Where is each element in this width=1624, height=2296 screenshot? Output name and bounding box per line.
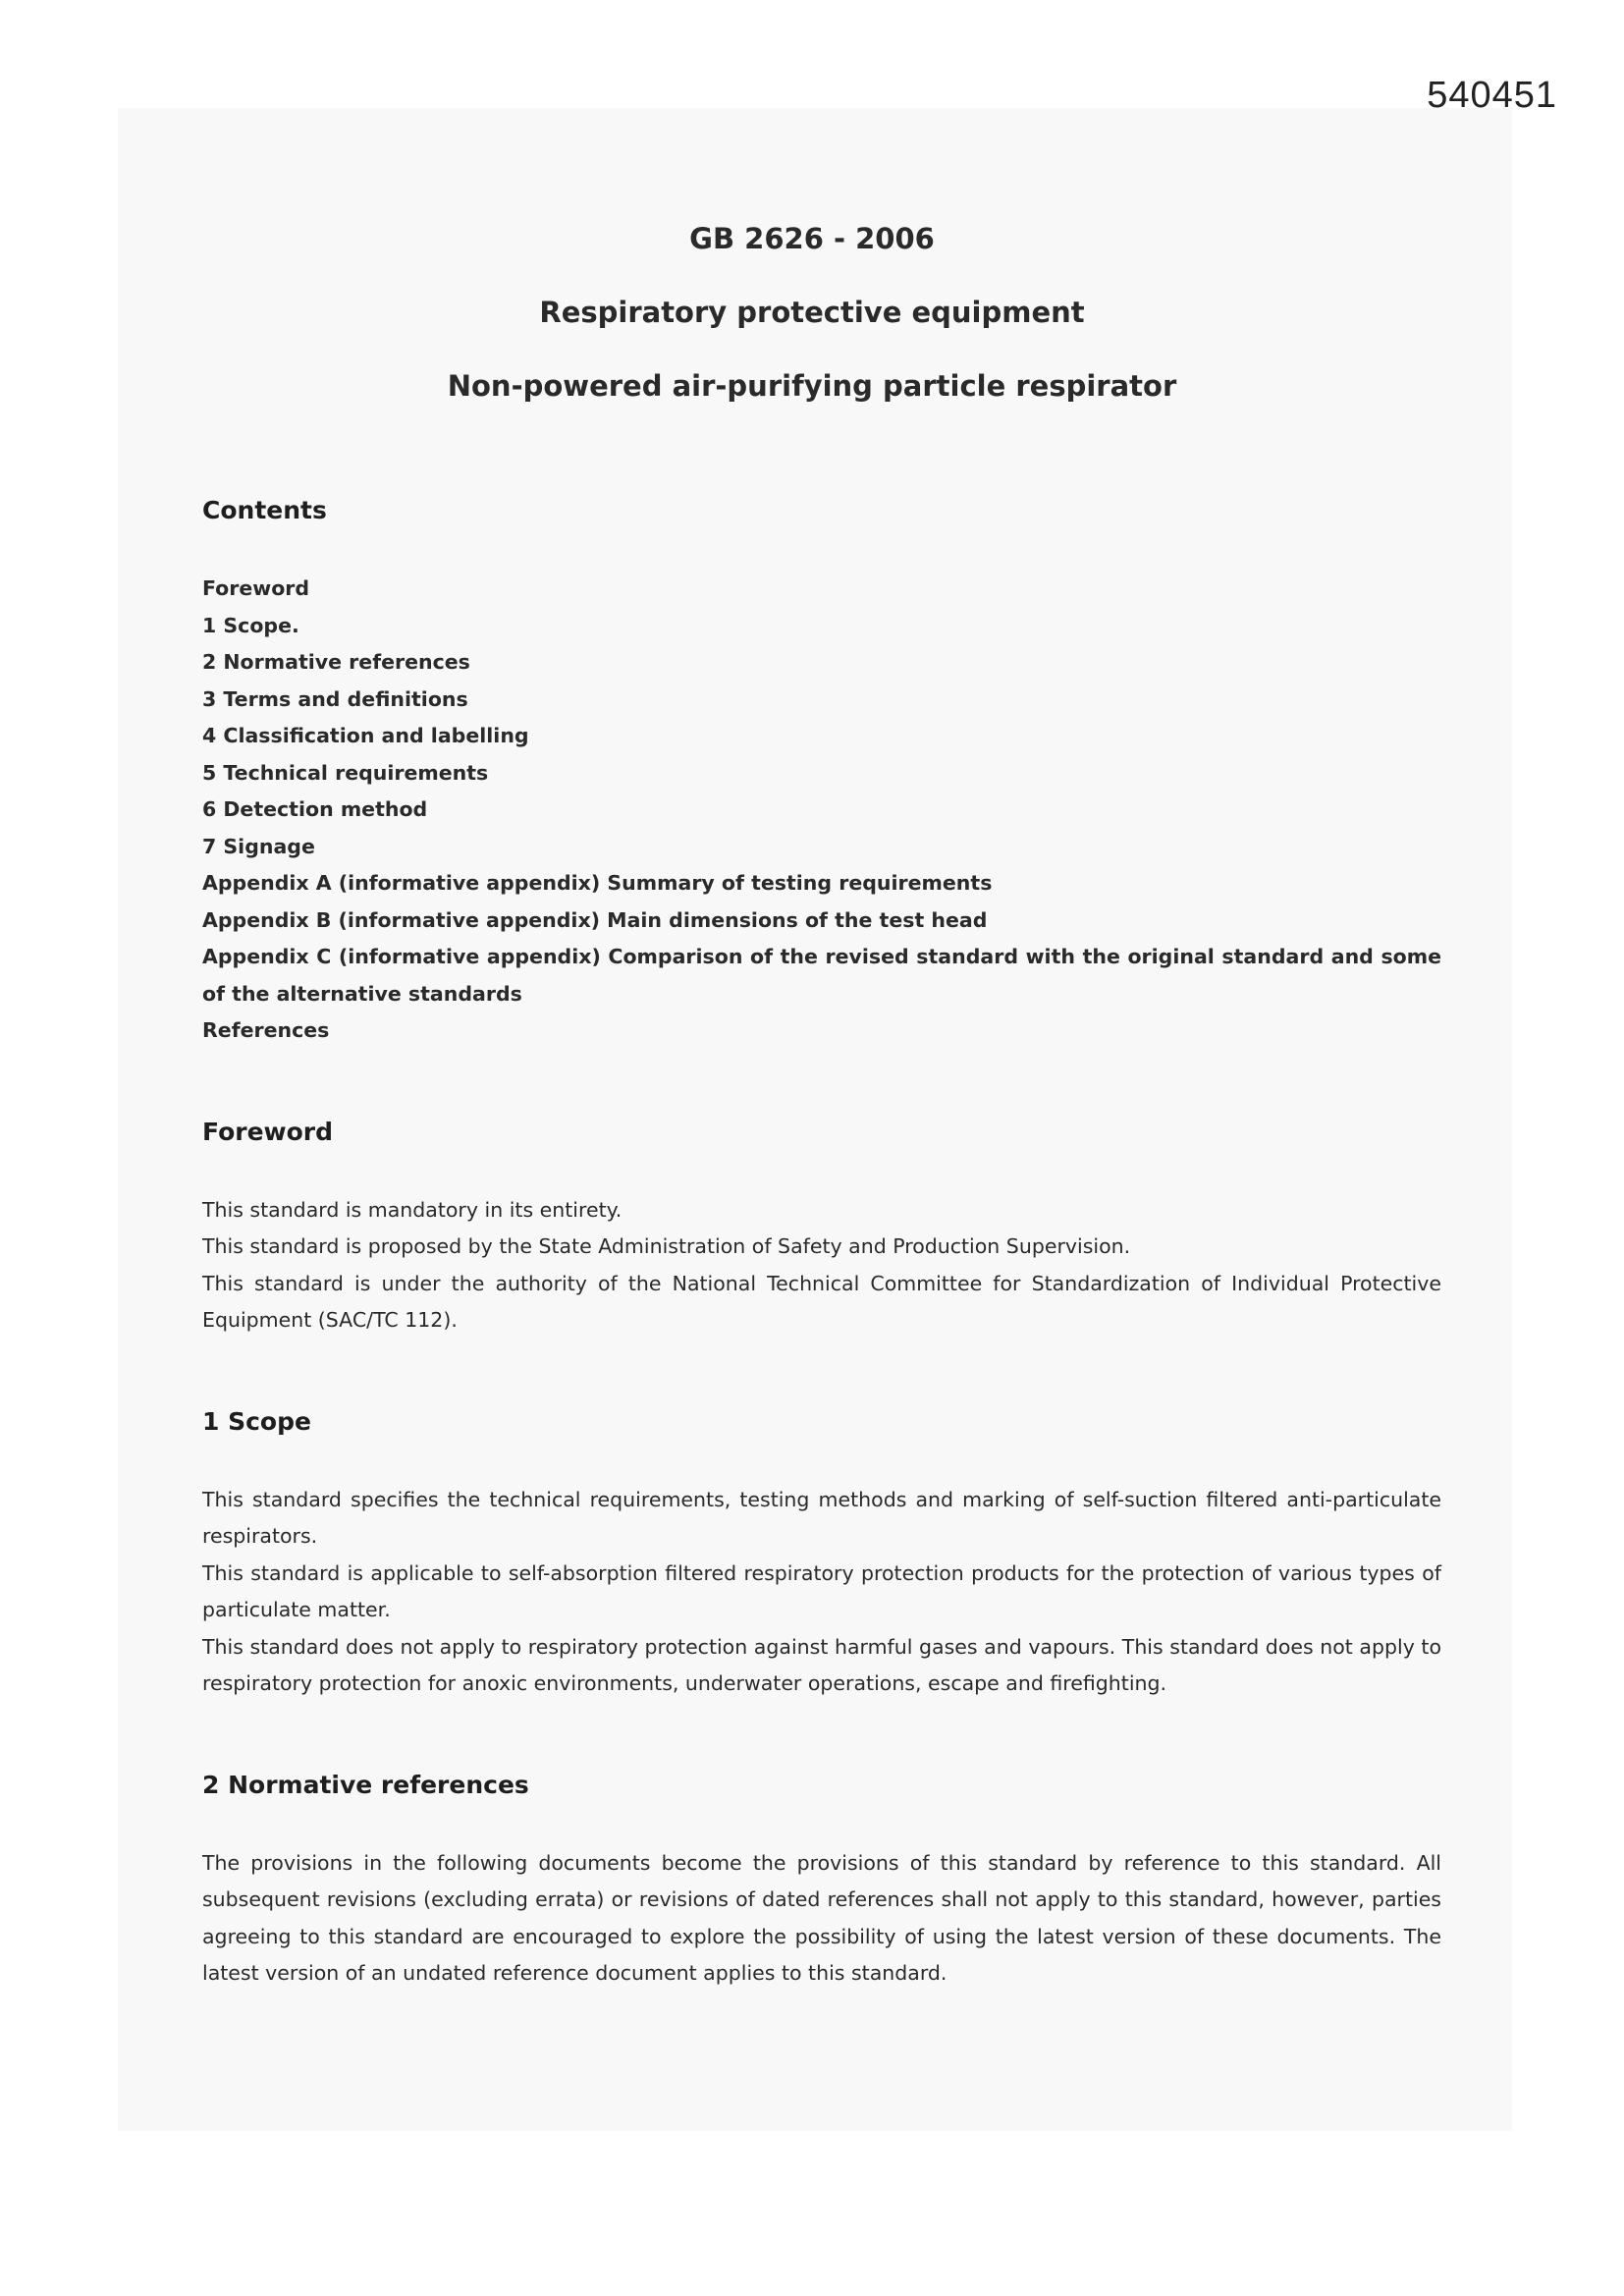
toc-item: 6 Detection method	[202, 797, 428, 821]
toc-item: 2 Normative references	[202, 650, 470, 674]
contents-list	[202, 571, 1441, 1050]
toc-item: Appendix A (informative appendix) Summary of testing requirements	[202, 871, 993, 895]
normative-references-heading: 2 Normative references	[202, 1770, 529, 1799]
normative-references-paragraph: The provisions in the following documents become the provisions of this standard by reference to this standard. All subsequent revisions (excluding errata) or revisions of dated references shall not apply to this standard, however, parties agreeing to this standard are encouraged to explore the possibility of using the latest version of these documents. The latest version of an undated reference document applies to this standard.	[202, 1850, 1441, 1985]
normative-references-section	[202, 1766, 1441, 1993]
scope-paragraph: This standard is applicable to self-absorption filtered respiratory protection products for the protection of various types of particulate matter.	[202, 1560, 1441, 1621]
scope-paragraph: This standard specifies the technical requirements, testing methods and marking of self-suction filtered anti-particulate respirators.	[202, 1487, 1441, 1548]
scope-paragraph: This standard does not apply to respiratory protection against harmful gases and vapours. This standard does not apply to respiratory protection for anoxic environments, underwater operations, escape and firefighting.	[202, 1634, 1441, 1695]
foreword-paragraph: This standard is mandatory in its entirety.	[202, 1197, 623, 1222]
scope-heading: 1 Scope	[202, 1406, 311, 1436]
contents-section	[202, 491, 1441, 1050]
scope-section	[202, 1402, 1441, 1703]
toc-item: Foreword	[202, 576, 310, 600]
foreword-section	[202, 1113, 1441, 1339]
document-body	[202, 491, 1441, 1993]
title-block	[0, 214, 1624, 435]
toc-item: Appendix B (informative appendix) Main dimensions of the test head	[202, 907, 988, 932]
toc-item: 7 Signage	[202, 834, 315, 858]
document-subtitle: Non-powered air-purifying particle respirator	[447, 369, 1177, 403]
document-title: Respiratory protective equipment	[539, 296, 1085, 329]
contents-heading: Contents	[202, 496, 327, 524]
toc-item: References	[202, 1018, 330, 1042]
document-number: 540451	[1427, 75, 1557, 116]
toc-item: 4 Classification and labelling	[202, 724, 529, 747]
foreword-paragraph: This standard is under the authority of the National Technical Committee for Standardization of Individual Protective Equipment (SAC/TC 112).	[202, 1271, 1441, 1332]
toc-item: Appendix C (informative appendix) Comparison of the revised standard with the original standard and some of the alternative standards	[202, 945, 1441, 1006]
toc-item: 1 Scope.	[202, 613, 299, 637]
standard-id: GB 2626 - 2006	[689, 222, 935, 255]
toc-item: 3 Terms and definitions	[202, 686, 468, 711]
foreword-paragraph: This standard is proposed by the State Administration of Safety and Production Supervision.	[202, 1234, 1131, 1258]
foreword-heading: Foreword	[202, 1117, 334, 1146]
toc-item: 5 Technical requirements	[202, 760, 489, 785]
